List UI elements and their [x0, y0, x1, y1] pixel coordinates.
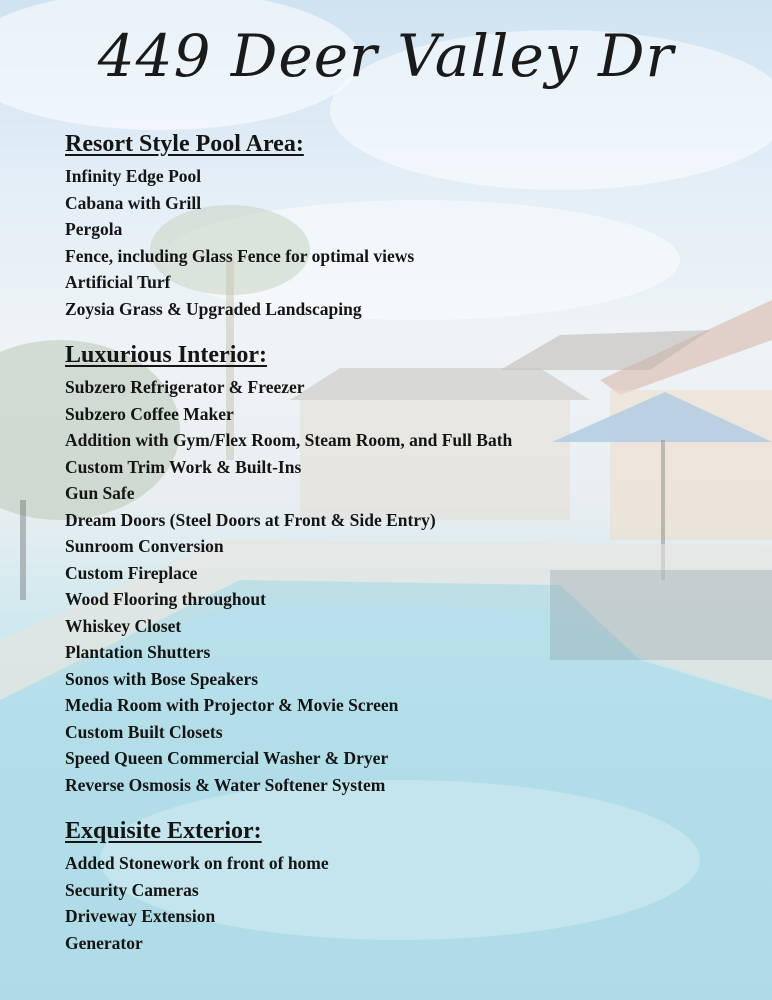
section-heading: Resort Style Pool Area: [65, 131, 304, 157]
feature-list [65, 163, 725, 322]
section-pool-area [65, 128, 725, 322]
feature-item: Whiskey Closet [65, 615, 182, 636]
feature-item: Subzero Refrigerator & Freezer [65, 377, 305, 397]
feature-item: Fence, including Glass Fence for optimal views [65, 245, 415, 266]
feature-item: Cabana with Grill [65, 192, 202, 213]
feature-item: Pergola [65, 219, 123, 239]
section-heading: Exquisite Exterior: [65, 818, 262, 844]
features-content [65, 128, 725, 973]
feature-item: Custom Built Closets [65, 721, 223, 742]
feature-item: Reverse Osmosis & Water Softener System [65, 774, 386, 795]
feature-item: Gun Safe [65, 483, 135, 503]
section-heading: Luxurious Interior: [65, 342, 268, 368]
section-interior [65, 339, 725, 798]
feature-item: Media Room with Projector & Movie Screen [65, 695, 399, 715]
feature-item: Plantation Shutters [65, 642, 211, 662]
feature-item: Speed Queen Commercial Washer & Dryer [65, 748, 389, 768]
feature-item: Security Cameras [65, 879, 199, 900]
feature-item: Addition with Gym/Flex Room, Steam Room, and Full Bath [65, 430, 513, 450]
feature-item: Zoysia Grass & Upgraded Landscaping [65, 298, 362, 319]
feature-item: Custom Trim Work & Built-Ins [65, 456, 302, 477]
feature-item: Custom Fireplace [65, 562, 198, 583]
feature-item: Artificial Turf [65, 272, 171, 292]
feature-item: Sunroom Conversion [65, 536, 224, 556]
feature-item: Wood Flooring throughout [65, 589, 266, 609]
feature-item: Driveway Extension [65, 906, 216, 926]
section-exterior [65, 815, 725, 956]
feature-item: Added Stonework on front of home [65, 853, 329, 873]
feature-list [65, 374, 725, 798]
feature-item: Dream Doors (Steel Doors at Front & Side Entry) [65, 509, 436, 530]
pergola-post [20, 500, 26, 600]
feature-item: Infinity Edge Pool [65, 166, 202, 186]
feature-item: Subzero Coffee Maker [65, 403, 234, 424]
feature-list [65, 850, 725, 956]
feature-item: Generator [65, 932, 143, 953]
property-address-title: 449 Deer Valley Dr [97, 22, 675, 90]
feature-item: Sonos with Bose Speakers [65, 668, 259, 689]
